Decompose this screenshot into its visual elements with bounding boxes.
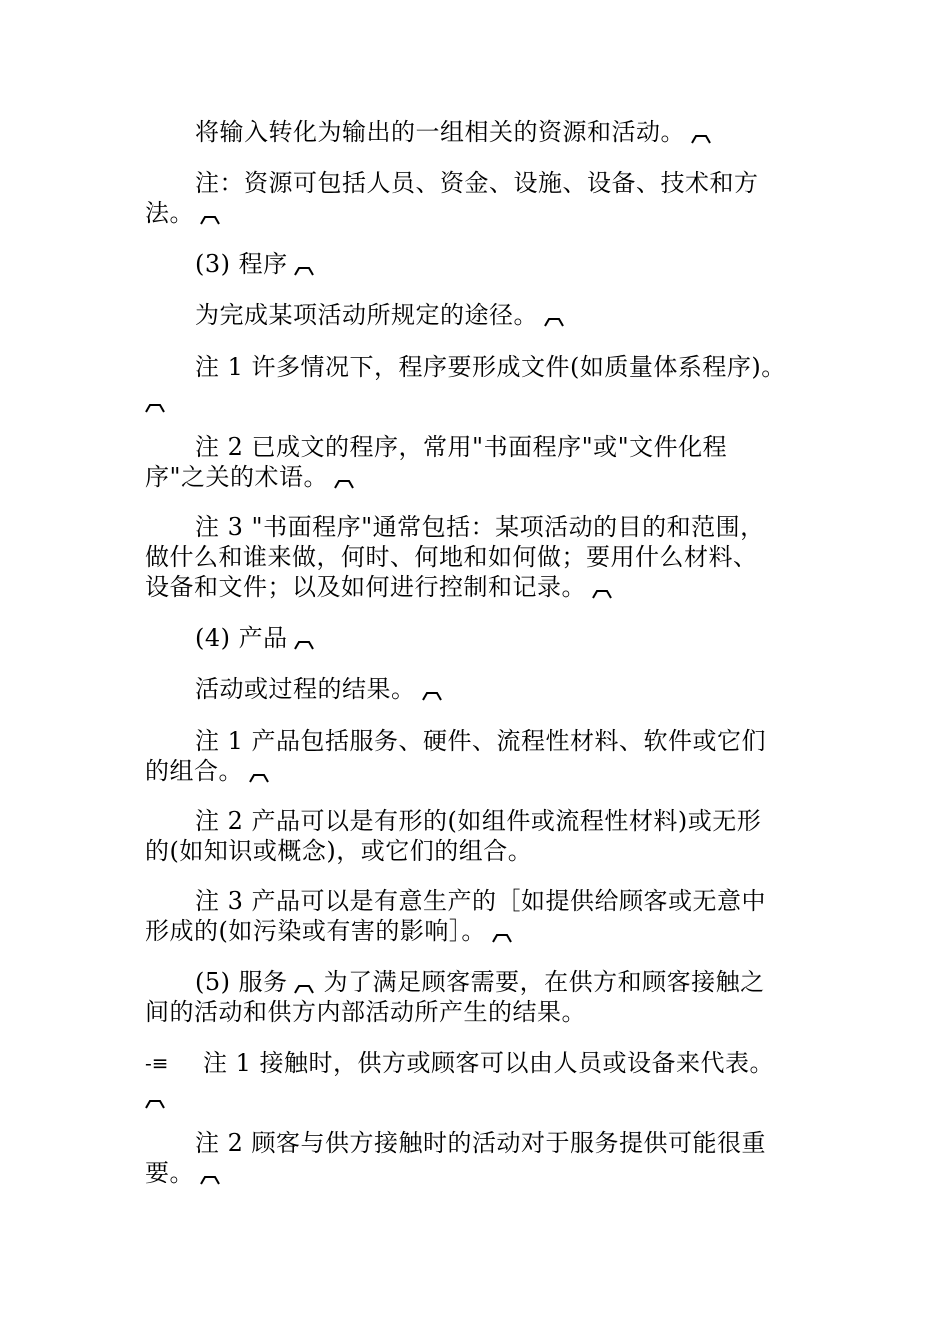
paragraph-line: 注 1 产品包括服务、硬件、流程性材料、软件或它们 — [195, 727, 767, 755]
paragraph-line: 的组合。 — [145, 756, 269, 786]
paragraph-line: 注 1 许多情况下，程序要形成文件(如质量体系程序)。 — [195, 353, 786, 381]
paragraph-mark-icon — [145, 1094, 165, 1113]
paragraph-line: 活动或过程的结果。 — [195, 674, 442, 704]
paragraph-line: 将输入转化为输出的一组相关的资源和活动。 — [195, 117, 711, 147]
paragraph-mark-icon — [145, 398, 165, 417]
paragraph-line: 的(如知识或概念)，或它们的组合。 — [145, 837, 533, 865]
paragraph-line: 做什么和谁来做，何时、何地和如何做；要用什么材料、 — [145, 543, 758, 571]
paragraph-mark-icon — [200, 216, 220, 225]
paragraph-line: 为完成某项活动所规定的途径。 — [195, 300, 564, 330]
paragraph-mark-icon — [691, 135, 711, 144]
paragraph-mark-icon — [249, 774, 269, 783]
paragraph-line: (5) 服务 为了满足顾客需要，在供方和顾客接触之 — [195, 968, 765, 996]
paragraph-line: 形成的(如污染或有害的影响］。 — [145, 916, 512, 946]
section-heading: (3) 程序 — [195, 249, 314, 279]
paragraph-line: 间的活动和供方内部活动所产生的结果。 — [145, 998, 586, 1026]
paragraph-mark-icon — [592, 590, 612, 599]
paragraph-line: 法。 — [145, 198, 220, 228]
paragraph-line: 注 1 接触时，供方或顾客可以由人员或设备来代表。 — [203, 1049, 775, 1077]
paragraph-mark-icon — [294, 985, 314, 994]
paragraph-line: 注 3 "书面程序"通常包括：某项活动的目的和范围， — [195, 513, 765, 541]
paragraph-mark-icon — [492, 934, 512, 943]
paragraph-line: 注 2 产品可以是有形的(如组件或流程性材料)或无形 — [195, 807, 762, 835]
paragraph-line: 设备和文件；以及如何进行控制和记录。 — [145, 572, 612, 602]
paragraph-mark-icon — [294, 641, 314, 650]
section-heading: (4) 产品 — [195, 623, 314, 653]
paragraph-mark-icon — [200, 1176, 220, 1185]
paragraph-line: 注 3 产品可以是有意生产的［如提供给顾客或无意中 — [195, 887, 767, 915]
paragraph-line: 要。 — [145, 1158, 220, 1188]
paragraph-line: 序"之关的术语。 — [145, 462, 354, 492]
paragraph-mark-icon — [334, 480, 354, 489]
paragraph-line: 注：资源可包括人员、资金、设施、设备、技术和方 — [195, 169, 759, 197]
paragraph-mark-icon — [422, 692, 442, 701]
paragraph-mark-icon — [544, 318, 564, 327]
margin-mark: -≡ — [145, 1051, 169, 1075]
paragraph-line: 注 2 已成文的程序，常用"书面程序"或"文件化程 — [195, 433, 728, 461]
paragraph-line: 注 2 顾客与供方接触时的活动对于服务提供可能很重 — [195, 1129, 767, 1157]
paragraph-mark-icon — [294, 267, 314, 276]
